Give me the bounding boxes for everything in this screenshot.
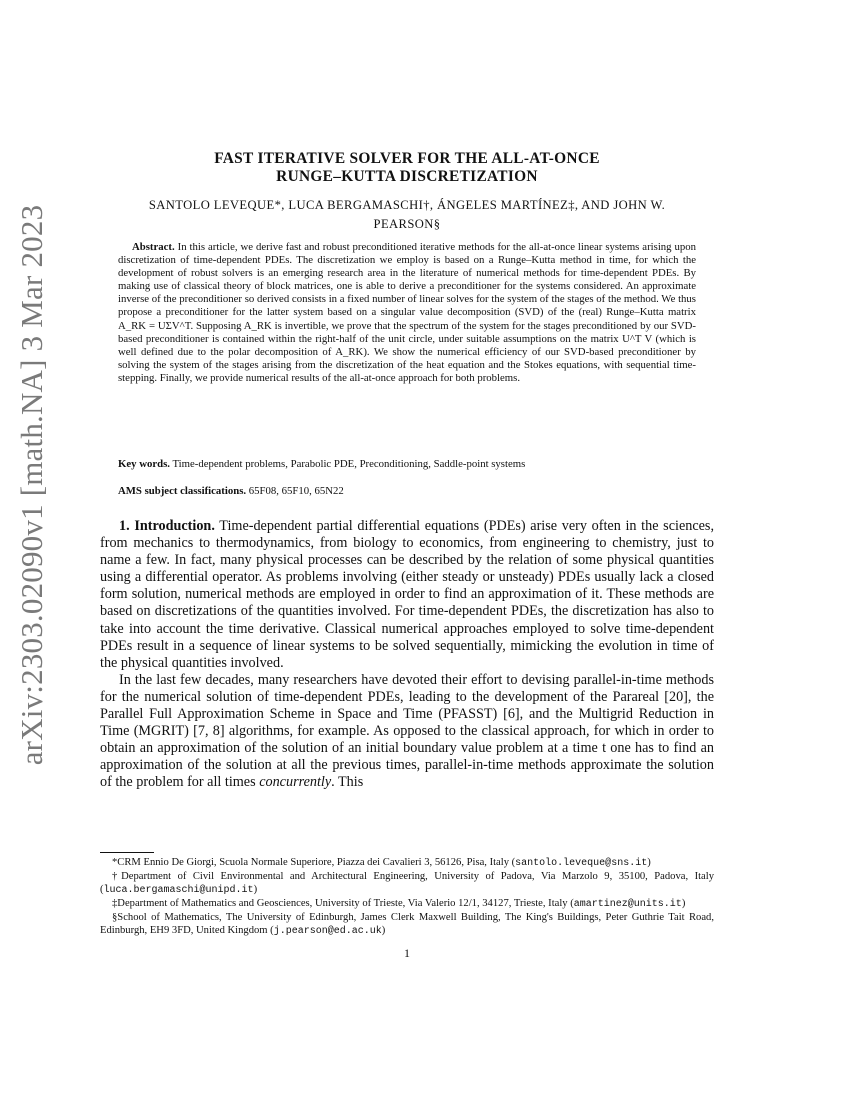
footnote-2: [100, 870, 714, 897]
keywords-text: Time-dependent problems, Parabolic PDE, Preconditioning, Saddle-point systems: [172, 458, 526, 470]
author-list: [100, 196, 714, 234]
abstract-label: Abstract.: [132, 241, 175, 253]
section-heading: 1. Introduction.: [119, 518, 215, 534]
footnote-3-close: ): [681, 898, 686, 909]
intro-paragraph-2: [100, 672, 714, 792]
footnote-4-text: §School of Mathematics, The University of Edinburgh, James Clerk Maxwell Building, The King's Buildings, Peter Guthrie Tait Road, Edinburgh, EH9 3FD, United Kingdom (: [100, 912, 714, 936]
intro-paragraph-1-text: Time-dependent partial differential equations (PDEs) arise very often in the sciences, from mechanics to thermodynamics, from biology to economics, from engineering to chemistry, just to name a few. In fact, many physical processes can be described by the relation of some physical quantities using a differential operator. As problems involving (either steady or unsteady) PDEs usually lack a closed form solution, numerical methods are employed in order to find an approximation of it. These methods are based on discretizations of the quantities involved. For time-dependent PDEs, the discretization has also to take into account the time derivative. Classical numerical approaches employed to solve time-dependent PDEs result in a sequence of linear systems to be solved sequentially, mimicking the evolution in time of the physical quantities involved.: [100, 518, 714, 671]
introduction-section: [100, 518, 714, 792]
arxiv-side-identifier: [2, 204, 62, 766]
intro-paragraph-2-tail: . This: [331, 774, 364, 791]
ams-label: AMS subject classifications.: [118, 485, 247, 497]
footnote-4-email[interactable]: j.pearson@ed.ac.uk: [273, 926, 382, 937]
intro-paragraph-1: [100, 518, 714, 672]
title-line-2: RUNGE–KUTTA DISCRETIZATION: [276, 168, 538, 185]
title-line-1: FAST ITERATIVE SOLVER FOR THE ALL-AT-ONCE: [214, 150, 600, 167]
intro-paragraph-2-text: In the last few decades, many researchers have devoted their effort to devising parallel-in-time methods for the numerical solution of time-dependent PDEs, leading to the development of the Parareal [20], the Parallel Full Approximation Scheme in Space and Time (PFASST) [6], and the Multigrid Reduction in Time (MGRIT) [7, 8] algorithms, for example. As opposed to the classical approach, for which in order to obtain an approximation of the solution of an initial boundary value problem at a time t one has to find an approximation of the solution at all the previous times, parallel-in-time methods approximate the solution of the problem for all times: [100, 671, 714, 791]
footnote-1: [100, 856, 714, 870]
footnote-3-email[interactable]: amartinez@units.it: [573, 899, 682, 910]
footnote-3: [100, 897, 714, 911]
ams-text: 65F08, 65F10, 65N22: [248, 485, 344, 497]
page-number: 1: [404, 946, 410, 960]
paper-title: [100, 150, 714, 186]
footnote-1-email[interactable]: santolo.leveque@sns.it: [515, 858, 648, 869]
ams-classifications: [118, 485, 696, 498]
authors-line-1: SANTOLO LEVEQUE*, LUCA BERGAMASCHI†, ÁNGELES MARTÍNEZ‡, AND JOHN W.: [148, 198, 666, 212]
footnote-rule: [100, 852, 154, 853]
authors-line-2: PEARSON§: [373, 217, 441, 231]
footnote-1-close: ): [647, 857, 651, 868]
footnote-2-text: †Department of Civil Environmental and Architectural Engineering, University of Padova, Via Marzolo 9, 35100, Padova, Italy (: [100, 871, 714, 895]
intro-paragraph-2-emphasis: concurrently: [259, 774, 332, 791]
footnote-4-close: ): [381, 925, 386, 936]
footnote-2-email[interactable]: luca.bergamaschi@unipd.it: [103, 885, 254, 896]
footnote-2-close: ): [253, 884, 258, 895]
abstract-text: In this article, we derive fast and robust preconditioned iterative methods for the all-at-once linear systems arising upon discretization of time-dependent PDEs. The discretization we employ is based on a Runge–Kutta method in time, for which the development of robust solvers is an emerging research area in the literature of numerical methods for time-dependent PDEs. By making use of classical theory of block matrices, one is able to derive a preconditioner for the systems considered. An approximate inverse of the preconditioner so derived consists in a fixed number of linear solves for the system of the stages of the method. We thus propose a preconditioner for the latter system based on a singular value decomposition (SVD) of the (real) Runge–Kutta matrix A_RK = UΣV^T. Supposing A_RK is invertible, we prove that the spectrum of the system for the stages preconditioned by our SVD-based preconditioner is contained within the right-half of the unit circle, under suitable assumptions on the matrix U^T V (which is well defined due to the polar decomposition of A_RK). We show the numerical efficiency of our SVD-based preconditioner by solving the system of the stages arising from the discretization of the heat equation and the Stokes equations, with sequential time-stepping. Finally, we provide numerical results of the all-at-once approach for both problems.: [118, 241, 696, 384]
footnote-1-text: *CRM Ennio De Giorgi, Scuola Normale Superiore, Piazza dei Cavalieri 3, 56126, Pisa, Italy (: [112, 857, 516, 868]
keywords-label: Key words.: [118, 458, 170, 470]
footnote-4: [100, 911, 714, 938]
footnote-3-text: ‡Department of Mathematics and Geosciences, University of Trieste, Via Valerio 12/1, 34127, Trieste, Italy (: [112, 898, 574, 909]
arxiv-identifier-text: arXiv:2303.02090v1 [math.NA] 3 Mar 2023: [14, 204, 49, 766]
abstract: [118, 241, 696, 385]
footnotes: [100, 856, 714, 938]
keywords: [118, 458, 696, 471]
